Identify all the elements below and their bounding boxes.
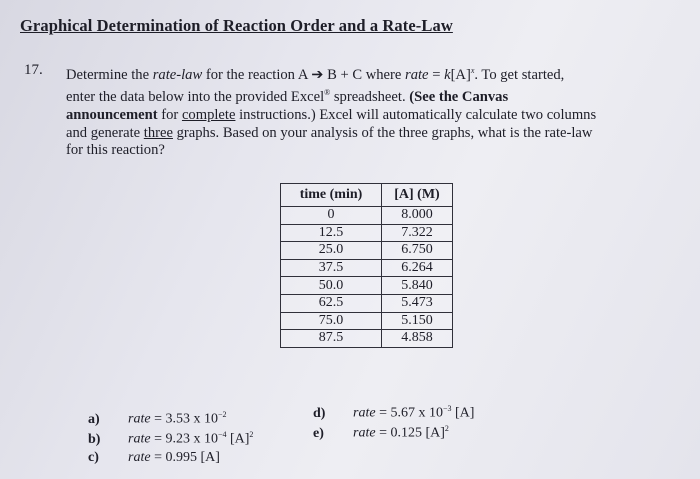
registered-mark: ®	[324, 88, 331, 98]
exponent: −3	[442, 404, 452, 413]
rate-constant: k	[444, 66, 451, 83]
rate-term: rate	[353, 425, 376, 441]
text-run: for	[157, 106, 182, 123]
table-row	[281, 224, 453, 242]
order-exponent: x	[470, 66, 475, 75]
time-cell: 12.5	[281, 224, 382, 242]
rate-term: rate	[353, 405, 376, 421]
table-header-row	[281, 184, 453, 207]
rate-term: rate	[128, 431, 151, 447]
underlined-run: three	[143, 124, 173, 141]
concentration-cell: 5.840	[382, 277, 453, 295]
order-exponent: 2	[444, 424, 449, 433]
exponent: −2	[217, 410, 227, 419]
table-row	[281, 207, 453, 225]
answer-choice-e[interactable]	[313, 424, 449, 442]
question-number: 17.	[24, 62, 43, 78]
text-run: for the reaction A ➔ B + C where	[202, 66, 406, 83]
table-row	[281, 330, 453, 348]
concentration-term: [A]	[226, 431, 250, 447]
concentration-cell: 6.264	[382, 259, 453, 277]
text-run: Determine the	[66, 66, 153, 83]
table-row	[281, 242, 453, 260]
text-run: instructions.) Excel will automatically calculate two columns	[235, 106, 597, 123]
answer-choice-d[interactable]	[313, 404, 474, 422]
table-row	[281, 259, 453, 277]
choice-equation: = 9.23 x 10	[150, 431, 218, 447]
choice-label: b)	[88, 431, 101, 447]
text-run: and generate	[66, 124, 144, 141]
question-text	[66, 62, 686, 160]
answer-choice-a[interactable]	[88, 410, 226, 428]
time-cell: 87.5	[281, 330, 382, 348]
rate-law-term: rate-law	[152, 66, 203, 83]
column-header-time: time (min)	[281, 184, 382, 207]
question-line-1	[66, 62, 686, 84]
time-cell: 75.0	[281, 312, 382, 330]
concentration-cell: 5.473	[382, 294, 453, 312]
text-run: . To get started,	[474, 66, 565, 83]
question-line-3	[66, 107, 686, 125]
text-run: graphs. Based on your analysis of the three graphs, what is the rate-law	[172, 124, 593, 141]
choice-label: c)	[88, 450, 99, 465]
choice-equation: = 0.125 [A]	[375, 425, 445, 441]
concentration-cell: 4.858	[382, 330, 453, 348]
concentration-cell: 7.322	[382, 224, 453, 242]
table-row	[281, 294, 453, 312]
bold-run: (See the Canvas	[409, 89, 509, 106]
concentration-time-table	[280, 183, 453, 348]
order-exponent: 2	[249, 430, 254, 439]
column-header-concentration: [A] (M)	[382, 184, 453, 207]
time-cell: 62.5	[281, 294, 382, 312]
choice-label: e)	[313, 425, 324, 441]
underlined-run: complete	[181, 106, 236, 123]
concentration-cell: 6.750	[382, 242, 453, 260]
time-cell: 0	[281, 207, 382, 225]
exponent: −4	[217, 430, 227, 439]
bold-run: announcement	[66, 106, 158, 123]
choice-label: a)	[88, 411, 100, 427]
text-run: =	[428, 66, 445, 83]
question-line-5: for this reaction?	[66, 142, 165, 159]
time-cell: 25.0	[281, 242, 382, 260]
table-row	[281, 277, 453, 295]
answer-choice-b[interactable]	[88, 430, 253, 448]
choice-equation: = 5.67 x 10	[375, 405, 443, 421]
choice-equation: = 0.995 [A]	[150, 450, 220, 465]
time-cell: 50.0	[281, 277, 382, 295]
question-line-4	[66, 125, 686, 143]
table-row	[281, 312, 453, 330]
choice-equation: = 3.53 x 10	[150, 411, 218, 427]
concentration-term: [A]	[451, 405, 475, 421]
rate-term: rate	[128, 450, 151, 465]
page-title: Graphical Determination of Reaction Order and a Rate-Law	[20, 16, 453, 35]
concentration-cell: 5.150	[382, 312, 453, 330]
text-run: spreadsheet.	[330, 89, 410, 106]
concentration-cell: 8.000	[382, 207, 453, 225]
choice-label: d)	[313, 405, 326, 421]
question-line-2	[66, 84, 686, 106]
rate-term: rate	[405, 66, 429, 83]
answer-choice-c[interactable]	[88, 450, 220, 466]
text-run: enter the data below into the provided Excel	[66, 89, 325, 106]
text-run: [A]	[450, 66, 471, 83]
rate-term: rate	[128, 411, 151, 427]
time-cell: 37.5	[281, 259, 382, 277]
